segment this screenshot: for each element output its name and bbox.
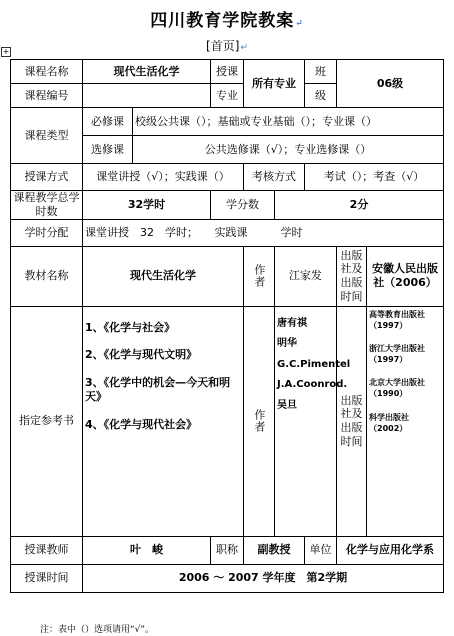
elective-course-options: 公共选修课（√）；专业选修课（）	[133, 136, 444, 164]
reference-author-item: G.C.Pimentel	[277, 358, 351, 370]
reference-book-item: 2、《化学与现代文明》	[85, 348, 198, 362]
reference-authors-list	[275, 306, 351, 536]
reference-book-item: 1、《化学与社会》	[85, 320, 176, 334]
reference-publisher-label: 出版社及出版时间	[337, 306, 367, 536]
exam-method-label: 考核方式	[244, 164, 305, 191]
footer-note: 注：表中（）选项请用“√”。	[40, 625, 155, 635]
reference-publishers-list	[367, 306, 444, 536]
elective-course-label: 选修课	[83, 136, 133, 164]
class-label-top: 班	[305, 60, 337, 84]
hours-distribution-label: 学时分配	[11, 219, 83, 246]
reference-publisher-item: 科学出版社（2002）	[369, 412, 409, 433]
total-hours-label: 课程教学总学时数	[11, 191, 83, 220]
reference-author-item: 唐有祺	[277, 317, 307, 329]
lesson-plan-table	[10, 59, 444, 593]
reference-publisher-item: 北京大学出版社（1990）	[369, 378, 425, 399]
teaching-method-label: 授课方式	[11, 164, 83, 191]
textbook-author: 江家发	[275, 246, 337, 306]
textbook-publisher-label: 出版社及出版时间	[337, 246, 367, 306]
reference-books-label: 指定参考书	[11, 306, 83, 536]
total-hours-value: 32学时	[83, 191, 211, 220]
textbook-label: 教材名称	[11, 246, 83, 306]
teacher-unit-value: 化学与应用化学系	[337, 536, 444, 564]
teacher-title-value: 副教授	[244, 536, 305, 564]
reference-author-item: J.A.Coonrod.	[277, 379, 348, 390]
teach-major-value: 所有专业	[244, 60, 305, 108]
course-name-value: 现代生活化学	[83, 60, 211, 84]
teaching-time-label: 授课时间	[11, 564, 83, 592]
textbook-name: 现代生活化学	[83, 246, 244, 306]
reference-author-item: 吴旦	[277, 399, 297, 411]
textbook-publisher: 安徽人民出版社（2006）	[367, 246, 444, 306]
course-code-value	[83, 84, 211, 108]
teacher-name: 叶 峻	[83, 536, 211, 564]
teach-major-label-bottom: 专业	[211, 84, 244, 108]
teaching-time-value: 2006 ～ 2007 学年度 第2学期	[83, 564, 444, 592]
teacher-unit-label: 单位	[305, 536, 337, 564]
reference-author-item: 明华	[277, 338, 297, 349]
reference-book-item: 3、《化学中的机会—今天和明天》	[85, 376, 231, 403]
reference-books-list	[83, 306, 244, 536]
reference-author-label: 作者	[244, 306, 275, 536]
course-code-label: 课程编号	[11, 84, 83, 108]
course-name-label: 课程名称	[11, 60, 83, 84]
credit-value: 2分	[275, 191, 444, 220]
required-course-options: 校级公共课（）；基础或专业基础（）；专业课（）	[133, 108, 444, 136]
exam-method-value: 考试（）；考查（√）	[305, 164, 444, 191]
page-subtitle: [首页]↵	[206, 39, 248, 53]
reference-publisher-item: 高等教育出版社（1997）	[369, 309, 425, 330]
required-course-label: 必修课	[83, 108, 133, 136]
teaching-method-value: 课堂讲授（√）；实践课（）	[83, 164, 244, 191]
credit-label: 学分数	[211, 191, 275, 220]
page-title: 四川教育学院教案↵	[150, 11, 304, 31]
reference-book-item: 4、《化学与现代社会》	[85, 417, 198, 431]
class-value: 06级	[337, 60, 444, 108]
hours-distribution-value: 课堂讲授 32 学时； 实践课 学时	[83, 219, 444, 246]
teacher-title-label: 职称	[211, 536, 244, 564]
textbook-author-label: 作者	[244, 246, 275, 306]
table-anchor-icon[interactable]: +	[2, 47, 10, 56]
teach-major-label-top: 授课	[211, 60, 244, 84]
reference-publisher-item: 浙江大学出版社（1997）	[369, 343, 425, 365]
class-label-bottom: 级	[305, 84, 337, 108]
course-type-label: 课程类型	[11, 108, 83, 164]
teacher-label: 授课教师	[11, 536, 83, 564]
